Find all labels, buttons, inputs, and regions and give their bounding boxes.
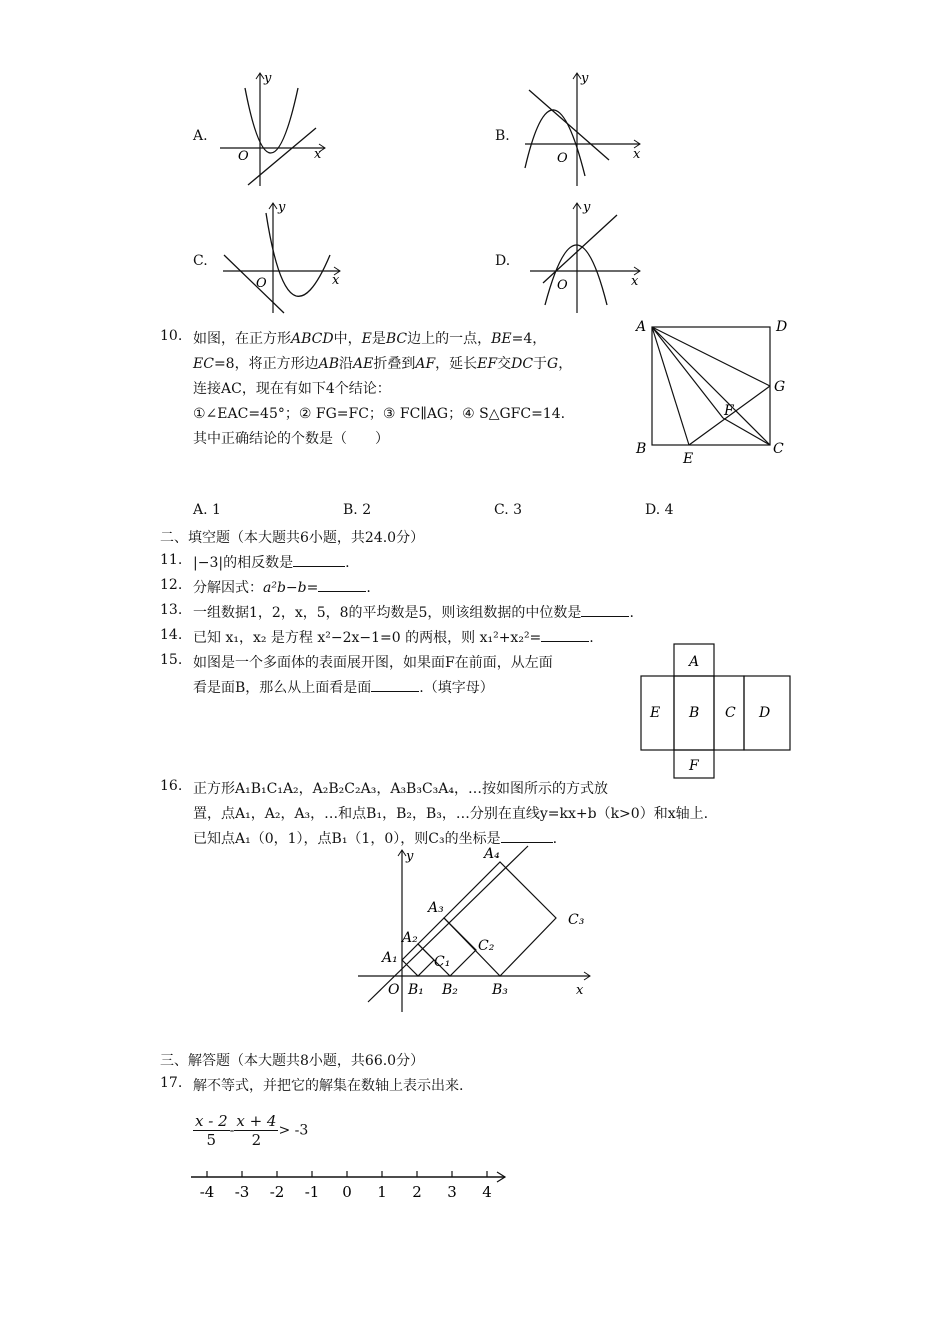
net-face-D: D [759,705,771,721]
q17-minus: - [229,1122,235,1139]
q17-inequality [193,1112,308,1149]
q13-text: 一组数据1，2，x，5，8的平均数是5，则该组数据的中位数是 . [193,605,634,621]
net-face-B: B [689,705,700,721]
fig16-A2: A₂ [402,930,418,946]
fig16-y-label: y [406,849,414,864]
fig16-x-label: x [576,983,584,998]
q10-choice-b: B. 2 [343,502,372,518]
fig16-B1: B₁ [408,982,424,998]
fig16-C2: C₂ [478,938,495,954]
number-line-tick-label: -3 [234,1183,250,1201]
q14-text: 已知 x₁，x₂ 是方程 x²−2x−1=0 的两根，则 x₁²+x₂²= . [193,630,594,646]
q13-answer-blank [581,604,629,617]
number-line-tick-label: -2 [269,1183,285,1201]
section-2-heading: 二、填空题（本大题共6小题，共24.0分） [160,530,425,546]
number-line-tick-label: -4 [199,1183,215,1201]
q16-line3: 已知点A₁（0，1），点B₁（1，0），则C₃的坐标是 . [193,831,558,847]
a-x-label: x [314,147,322,162]
q17-denominator-1: 5 [206,1131,217,1149]
q17-number-line [185,1165,515,1205]
q10-number: 10. [160,328,183,344]
c-origin-label: O [256,276,267,291]
q12-number: 12. [160,577,183,593]
q10-line2: EC=8，将正方形边AB沿AE折叠到AF，延长EF交DC于G， [193,356,573,372]
q14-answer-blank [541,629,589,642]
q11-answer-blank [293,554,345,567]
q16-squares-figure [350,842,600,1020]
q12-text: 分解因式：a²b−b= . [193,580,371,596]
a-y-label: y [264,71,272,86]
c-y-label: y [278,200,286,215]
q12-answer-blank [318,579,366,592]
b-y-label: y [581,71,589,86]
fig16-A4: A₄ [484,846,500,862]
q15-line1: 如图是一个多面体的表面展开图，如果面F在前面，从左面 [193,655,553,671]
fig16-B2: B₂ [442,982,458,998]
fig10-E: E [683,451,694,467]
q15-number: 15. [160,652,183,668]
fig10-C: C [773,441,784,457]
number-line-tick-label: 4 [482,1183,492,1201]
option-d-label: D. [495,253,511,269]
q10-line1: 如图，在正方形ABCD中，E是BC边上的一点，BE=4， [193,331,547,347]
c-x-label: x [332,273,340,288]
option-a-label: A. [193,128,208,144]
number-line-tick-label: -1 [304,1183,320,1201]
q14-number: 14. [160,627,183,643]
fig10-B: B [636,441,647,457]
d-y-label: y [583,200,591,215]
d-origin-label: O [557,278,568,293]
q10-choice-a: A. 1 [193,502,221,518]
net-face-E: E [650,705,661,721]
q17-text: 解不等式，并把它的解集在数轴上表示出来. [193,1078,464,1094]
b-origin-label: O [557,151,568,166]
q17-rhs: > -3 [278,1122,309,1139]
fig10-G: G [774,379,786,395]
fig10-D: D [776,319,788,335]
fig16-A1: A₁ [382,950,398,966]
q17-number: 17. [160,1075,183,1091]
number-line-tick-label: 2 [412,1183,422,1201]
q10-choice-d: D. 4 [645,502,674,518]
number-line-tick-label: 1 [377,1183,387,1201]
option-c-label: C. [193,253,208,269]
q10-line4: ①∠EAC=45°；② FG=FC；③ FC∥AG；④ S△GFC=14. [193,406,566,422]
net-face-A: A [689,654,700,670]
a-origin-label: O [238,149,249,164]
section-3-heading: 三、解答题（本大题共8小题，共66.0分） [160,1053,425,1069]
q16-line1: 正方形A₁B₁C₁A₂，A₂B₂C₂A₃，A₃B₃C₃A₄，…按如图所示的方式放 [193,781,609,797]
q16-number: 16. [160,778,183,794]
q17-numerator-2: x + 4 [236,1112,277,1130]
q11-text: |−3|的相反数是 . [193,555,350,571]
number-line-tick-label: 0 [342,1183,352,1201]
option-a-graph [210,68,330,190]
fig10-F: F [724,403,734,419]
q10-line3: 连接AC，现在有如下4个结论： [193,381,391,397]
fig10-A: A [636,319,647,335]
fig16-origin-label: O [388,982,400,998]
option-d-graph [525,195,650,317]
option-b-label: B. [495,128,510,144]
q17-numerator-1: x - 2 [195,1112,228,1130]
q13-number: 13. [160,602,183,618]
q15-answer-blank [371,679,419,692]
b-x-label: x [633,147,641,162]
q10-line5: 其中正确结论的个数是（ ） [193,431,389,447]
q11-number: 11. [160,552,183,568]
q10-square-figure [630,315,800,470]
q16-line2: 置，点A₁，A₂，A₃，…和点B₁，B₂，B₃，…分别在直线y=kx+b（k>0）和x轴上. [193,806,709,822]
q15-cube-net [638,642,796,782]
q17-denominator-2: 2 [251,1131,262,1149]
fig16-C3: C₃ [568,912,585,928]
net-face-C: C [725,705,736,721]
option-b-graph [515,68,645,190]
fig16-C1: C₁ [434,954,451,970]
fig16-B3: B₃ [492,982,508,998]
fig16-A3: A₃ [428,900,444,916]
d-x-label: x [631,274,639,289]
number-line-tick-label: 3 [447,1183,457,1201]
q15-line2: 看是面B，那么从上面看是面 .（填字母） [193,680,494,696]
q10-choice-c: C. 3 [494,502,523,518]
option-c-graph [218,195,348,317]
net-face-F: F [689,758,699,774]
